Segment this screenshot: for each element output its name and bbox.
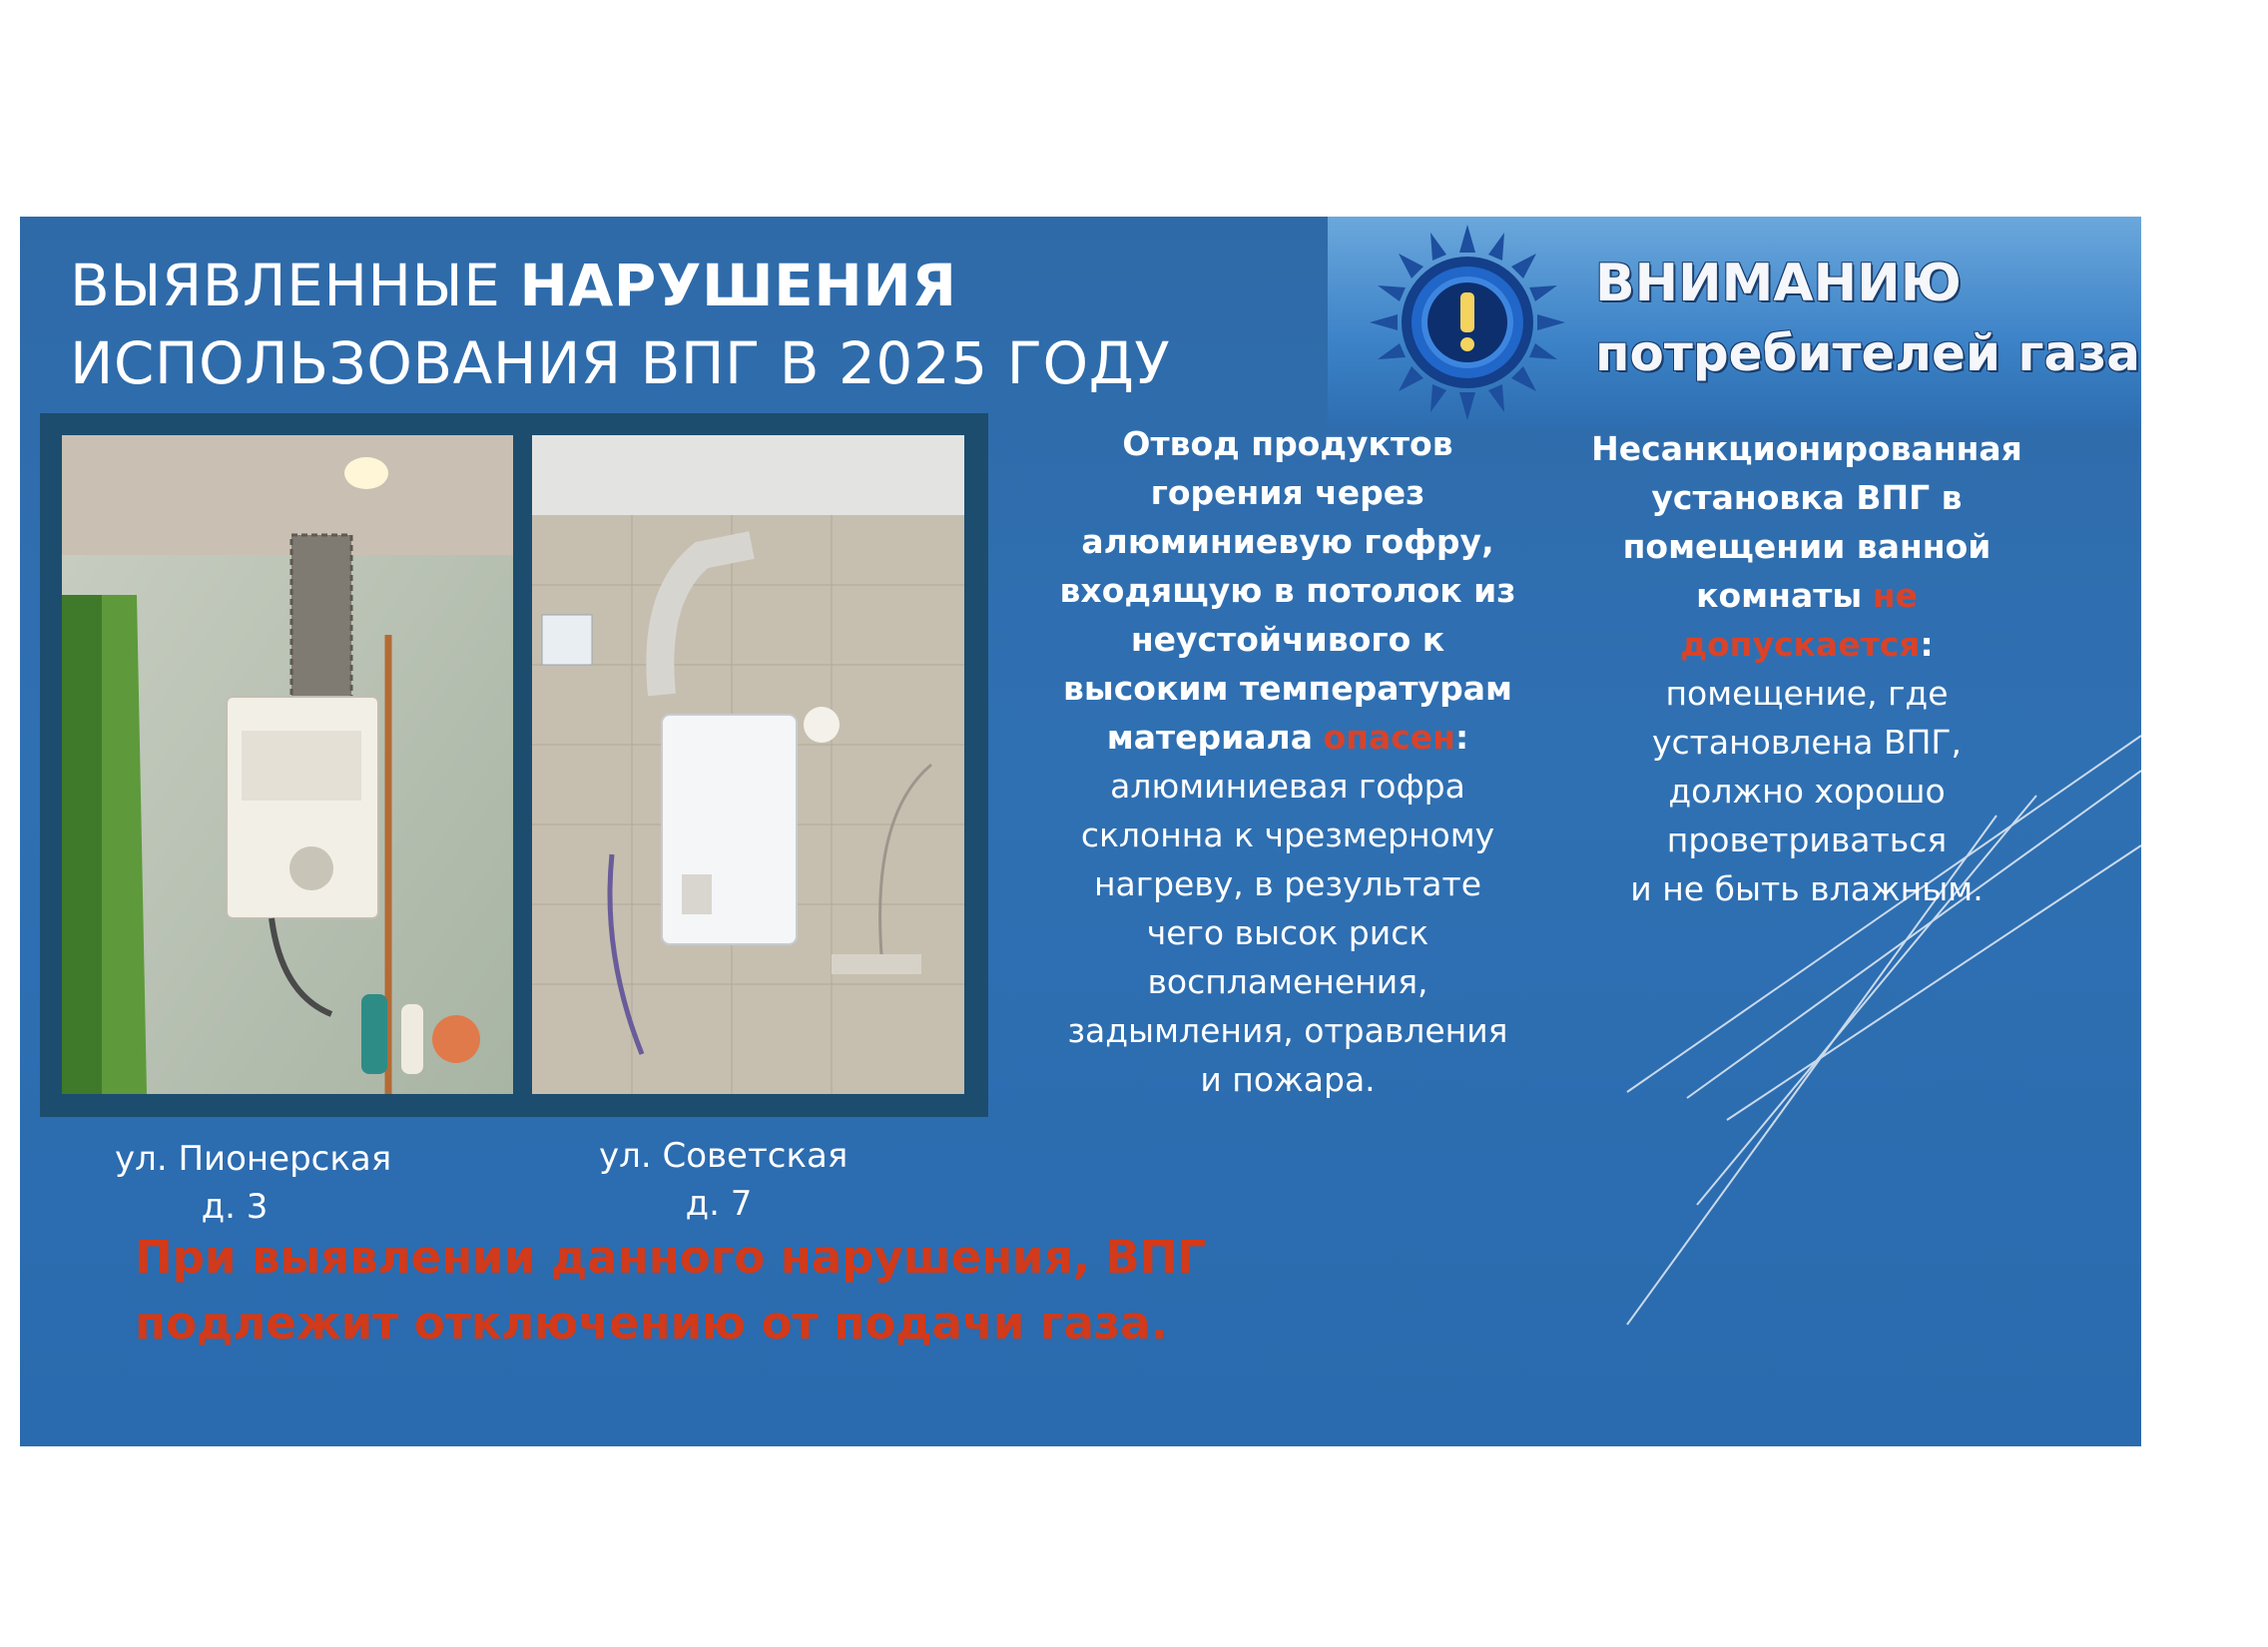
col1-bold-line: высоким температурам bbox=[1063, 669, 1512, 708]
attention-text bbox=[1595, 249, 2140, 388]
col1-danger-word: опасен bbox=[1323, 718, 1455, 757]
col2-bold-last: комнаты bbox=[1696, 576, 1863, 615]
col2-bold-line: помещении ванной bbox=[1622, 527, 1991, 566]
col1-bold-line: входящую в потолок из bbox=[1059, 571, 1516, 610]
photo-frame bbox=[40, 413, 988, 1117]
exclamation-burst-icon bbox=[1358, 223, 1577, 422]
water-heater-photo-1 bbox=[62, 435, 513, 1094]
col1-bold-line: горения через bbox=[1150, 473, 1425, 512]
col2-normal-line: установлена ВПГ, bbox=[1651, 723, 1963, 762]
col1-bold-line: неустойчивого к bbox=[1130, 620, 1445, 659]
col1-normal-line: склонна к чрезмерному bbox=[1080, 816, 1495, 854]
caption-1-house: д. 3 bbox=[201, 1187, 269, 1227]
col1-normal-line: чего высок риск bbox=[1146, 913, 1429, 952]
col2-bold-line: установка ВПГ в bbox=[1651, 478, 1963, 517]
caption-2-house: д. 7 bbox=[685, 1184, 753, 1224]
photo-sovetskaya bbox=[532, 435, 964, 1094]
text-column-bathroom bbox=[1562, 424, 2051, 913]
photo-pionerskaya bbox=[62, 435, 513, 1094]
col2-normal-line: помещение, где bbox=[1665, 674, 1949, 713]
col2-red-word1: не bbox=[1872, 576, 1918, 615]
col2-normal-line: проветриваться bbox=[1666, 821, 1948, 859]
col1-bold-line: алюминиевую гофру, bbox=[1081, 522, 1494, 561]
col1-normal-line: нагреву, в результате bbox=[1093, 864, 1482, 903]
col2-colon: : bbox=[1920, 625, 1934, 664]
caption-2-street: ул. Советская bbox=[599, 1136, 849, 1176]
warning-line1: При выявлении данного нарушения, ВПГ bbox=[135, 1231, 1207, 1284]
title-part2: НАРУШЕНИЯ bbox=[519, 252, 957, 319]
title-line2: ИСПОЛЬЗОВАНИЯ ВПГ В 2025 ГОДУ bbox=[70, 329, 1171, 397]
caption-1-street: ул. Пионерская bbox=[115, 1139, 392, 1179]
attention-banner bbox=[1328, 217, 2141, 428]
col2-red-word2: допускается bbox=[1680, 625, 1921, 664]
attention-line2: потребителей газа bbox=[1595, 324, 2141, 382]
caption-2 bbox=[599, 1132, 849, 1228]
col1-normal-line: алюминиевая гофра bbox=[1110, 767, 1465, 806]
warning-line2: подлежит отключению от подачи газа. bbox=[135, 1297, 1168, 1350]
caption-1 bbox=[115, 1135, 392, 1231]
col1-bold-last: материала bbox=[1106, 718, 1313, 757]
col1-normal-line: воспламенения, bbox=[1147, 962, 1428, 1001]
col1-normal-line: и пожара. bbox=[1200, 1060, 1376, 1099]
attention-line1: ВНИМАНИЮ bbox=[1595, 254, 1962, 313]
title-part1: ВЫЯВЛЕННЫЕ bbox=[70, 252, 501, 319]
page-title bbox=[70, 247, 1170, 402]
col1-normal-line: задымления, отравления bbox=[1067, 1011, 1508, 1050]
text-column-corrugation bbox=[1018, 419, 1557, 1104]
col2-normal-line: и не быть влажным. bbox=[1630, 869, 1984, 908]
col2-normal-line: должно хорошо bbox=[1668, 772, 1946, 811]
col1-colon: : bbox=[1454, 718, 1469, 757]
slide bbox=[20, 217, 2141, 1446]
col1-bold-line: Отвод продуктов bbox=[1122, 424, 1453, 463]
warning-text bbox=[135, 1225, 1206, 1357]
water-heater-photo-2 bbox=[532, 435, 964, 1094]
col2-bold-line: Несанкционированная bbox=[1591, 429, 2022, 468]
